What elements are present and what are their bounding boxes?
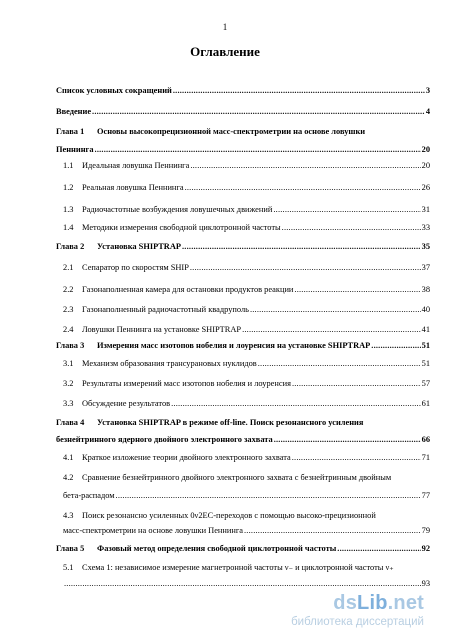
toc-entry[interactable] xyxy=(63,578,430,590)
watermark-brand-net: .net xyxy=(387,592,424,614)
toc-entry-title: Установка SHIPTRAP xyxy=(97,242,182,251)
toc-entry-page: 3 xyxy=(425,86,430,95)
toc-entry[interactable] xyxy=(63,378,430,390)
toc-leader-dots xyxy=(244,525,421,537)
toc-entry-page: 57 xyxy=(421,379,430,388)
toc-leader-dots xyxy=(182,241,421,253)
toc-entry-number: 2.2 xyxy=(63,285,74,294)
toc-entry[interactable] xyxy=(63,562,430,574)
toc-entry[interactable] xyxy=(56,85,430,97)
toc-entry-title: Список условных сокращений xyxy=(56,86,172,95)
toc-entry-number: 2.1 xyxy=(63,263,74,272)
toc-entry-number: Глава 2 xyxy=(56,242,85,251)
toc-entry-title: Результаты измерений масс изотопов нобелия и лоуренсия xyxy=(82,379,291,388)
toc-entry[interactable] xyxy=(63,452,430,464)
toc-entry[interactable] xyxy=(63,304,430,316)
toc-entry-title: безнейтринного ядерного двойного электронного захвата xyxy=(56,435,273,444)
toc-entry-page: 38 xyxy=(421,285,430,294)
toc-leader-dots xyxy=(337,543,420,555)
toc-entry-page: 37 xyxy=(421,263,430,272)
toc-leader-dots xyxy=(292,452,421,464)
toc-entry-number: 4.3 xyxy=(63,511,74,520)
toc-entry[interactable] xyxy=(63,324,430,336)
toc-entry[interactable] xyxy=(56,126,430,138)
toc-leader-dots xyxy=(92,106,425,118)
toc-entry-page: 92 xyxy=(421,544,430,553)
toc-entry[interactable] xyxy=(63,490,430,502)
toc-entry-title: Сравнение безнейтринного двойного электронного захвата с безнейтринным двойным xyxy=(82,473,392,482)
toc-entry-title: Реальная ловушка Пеннинга xyxy=(82,183,184,192)
toc-leader-dots xyxy=(242,324,421,336)
toc-entry[interactable] xyxy=(56,543,430,555)
toc-entry-page: 71 xyxy=(421,453,430,462)
toc-entry-number: 1.1 xyxy=(63,161,74,170)
toc-entry-page: 26 xyxy=(421,183,430,192)
toc-entry-title: Радиочастотные возбуждения ловушечных движений xyxy=(82,205,273,214)
toc-entry-title: Механизм образования трансурановых нуклидов xyxy=(82,359,257,368)
toc-entry-title: Измерения масс изотопов нобелия и лоуренсия на установке SHIPTRAP xyxy=(97,341,371,350)
toc-entry-title: Пеннинга xyxy=(56,145,94,154)
toc-entry-number: 1.2 xyxy=(63,183,74,192)
toc-entry-page: 4 xyxy=(425,107,430,116)
toc-entry-page: 35 xyxy=(421,242,430,251)
toc-entry-page: 93 xyxy=(421,579,430,588)
toc-entry-title: Поиск резонансно усиленных 0ν2EC-переходов с помощью высоко-прецизионной xyxy=(82,511,376,520)
toc-leader-dots xyxy=(371,340,420,352)
toc-entry-page: 41 xyxy=(421,325,430,334)
watermark-brand xyxy=(333,592,424,615)
toc-leader-dots xyxy=(64,578,421,590)
toc-entry-page: 20 xyxy=(421,161,430,170)
toc-entry[interactable] xyxy=(56,144,430,156)
toc-leader-dots xyxy=(274,434,421,446)
toc-leader-dots xyxy=(282,222,421,234)
toc-leader-dots xyxy=(258,358,421,370)
toc-leader-dots xyxy=(95,144,421,156)
toc-entry-number: 1.3 xyxy=(63,205,74,214)
toc-leader-dots xyxy=(190,262,421,274)
toc-entry-number: 2.3 xyxy=(63,305,74,314)
toc-entry-title: Ловушки Пеннинга на установке SHIPTRAP xyxy=(82,325,242,334)
toc-entry-page: 40 xyxy=(421,305,430,314)
toc-entry-page: 77 xyxy=(421,491,430,500)
toc-entry[interactable] xyxy=(63,358,430,370)
toc-entry-number: Глава 1 xyxy=(56,127,85,136)
toc-entry[interactable] xyxy=(63,160,430,172)
toc-entry-title: Введение xyxy=(56,107,92,116)
toc-entry-page: 20 xyxy=(421,145,430,154)
watermark-brand-ds: ds xyxy=(333,592,358,614)
toc-leader-dots xyxy=(173,85,425,97)
toc-entry-title: Газонаполненная камера для остановки продуктов реакции xyxy=(82,285,294,294)
watermark-brand-lib: Lib xyxy=(357,592,388,614)
toc-entry-number: 1.4 xyxy=(63,223,74,232)
toc-entry-title: Установка SHIPTRAP в режиме off-line. Поиск резонансного усиления xyxy=(97,418,364,427)
toc-entry-title: масс-спектрометрии на основе ловушки Пеннинга xyxy=(63,526,244,535)
toc-entry[interactable] xyxy=(63,472,430,484)
toc-leader-dots xyxy=(273,204,420,216)
toc-entry[interactable] xyxy=(63,262,430,274)
toc-leader-dots xyxy=(171,398,421,410)
toc-entry-page: 51 xyxy=(421,341,430,350)
toc-entry-number: 2.4 xyxy=(63,325,74,334)
page-number: 1 xyxy=(222,22,228,32)
page-title: Оглавление xyxy=(190,44,260,59)
toc-entry[interactable] xyxy=(63,284,430,296)
toc-entry-title: Краткое изложение теории двойного электронного захвата xyxy=(82,453,291,462)
toc-entry-title: Схема 1: независимое измерение магнетронной частоты ν₋ и циклотронной частоты ν₊ xyxy=(82,563,394,572)
toc-leader-dots xyxy=(294,284,420,296)
toc-entry[interactable] xyxy=(63,510,430,522)
toc-entry-number: 3.1 xyxy=(63,359,74,368)
toc-entry[interactable] xyxy=(56,241,430,253)
toc-entry[interactable] xyxy=(56,340,430,352)
toc-entry[interactable] xyxy=(63,525,430,537)
toc-entry-number: 3.2 xyxy=(63,379,74,388)
toc-entry[interactable] xyxy=(63,182,430,194)
toc-entry-title: Обсуждение результатов xyxy=(82,399,171,408)
toc-entry-number: 3.3 xyxy=(63,399,74,408)
toc-entry[interactable] xyxy=(63,398,430,410)
toc-entry-title: Газонаполненный радиочастотный квадруполь xyxy=(82,305,249,314)
toc-entry-number: 5.1 xyxy=(63,563,74,572)
toc-entry-title: Фазовый метод определения свободной циклотронной частоты xyxy=(97,544,337,553)
toc-entry-page: 31 xyxy=(421,205,430,214)
toc-entry[interactable] xyxy=(63,222,430,234)
toc-entry-page: 51 xyxy=(421,359,430,368)
toc-entry-page: 33 xyxy=(421,223,430,232)
toc-leader-dots xyxy=(250,304,421,316)
toc-entry[interactable] xyxy=(56,434,430,446)
toc-entry-title: Идеальная ловушка Пеннинга xyxy=(82,161,190,170)
toc-entry-number: 4.1 xyxy=(63,453,74,462)
toc-entry[interactable] xyxy=(63,204,430,216)
toc-leader-dots xyxy=(116,490,421,502)
toc-entry-page: 61 xyxy=(421,399,430,408)
toc-entry-title: Основы высокопрецизионной масс-спектрометрии на основе ловушки xyxy=(97,127,366,136)
toc-entry-number: 4.2 xyxy=(63,473,74,482)
toc-entry[interactable] xyxy=(56,417,430,429)
toc-entry-title: Методики измерения свободной циклотронной частоты xyxy=(82,223,281,232)
toc-entry-page: 66 xyxy=(421,435,430,444)
toc-entry-page: 79 xyxy=(421,526,430,535)
toc-entry-number: Глава 3 xyxy=(56,341,85,350)
toc-leader-dots xyxy=(190,160,420,172)
toc-entry[interactable] xyxy=(56,106,430,118)
toc-leader-dots xyxy=(185,182,421,194)
toc-entry-number: Глава 5 xyxy=(56,544,85,553)
watermark-logo xyxy=(291,592,424,630)
toc-entry-title: бета-распадом xyxy=(63,491,115,500)
toc-entry-number: Глава 4 xyxy=(56,418,85,427)
watermark-tagline: библиотека диссертаций xyxy=(291,616,424,628)
toc-leader-dots xyxy=(292,378,421,390)
toc-entry-title: Сепаратор по скоростям SHIP xyxy=(82,263,189,272)
